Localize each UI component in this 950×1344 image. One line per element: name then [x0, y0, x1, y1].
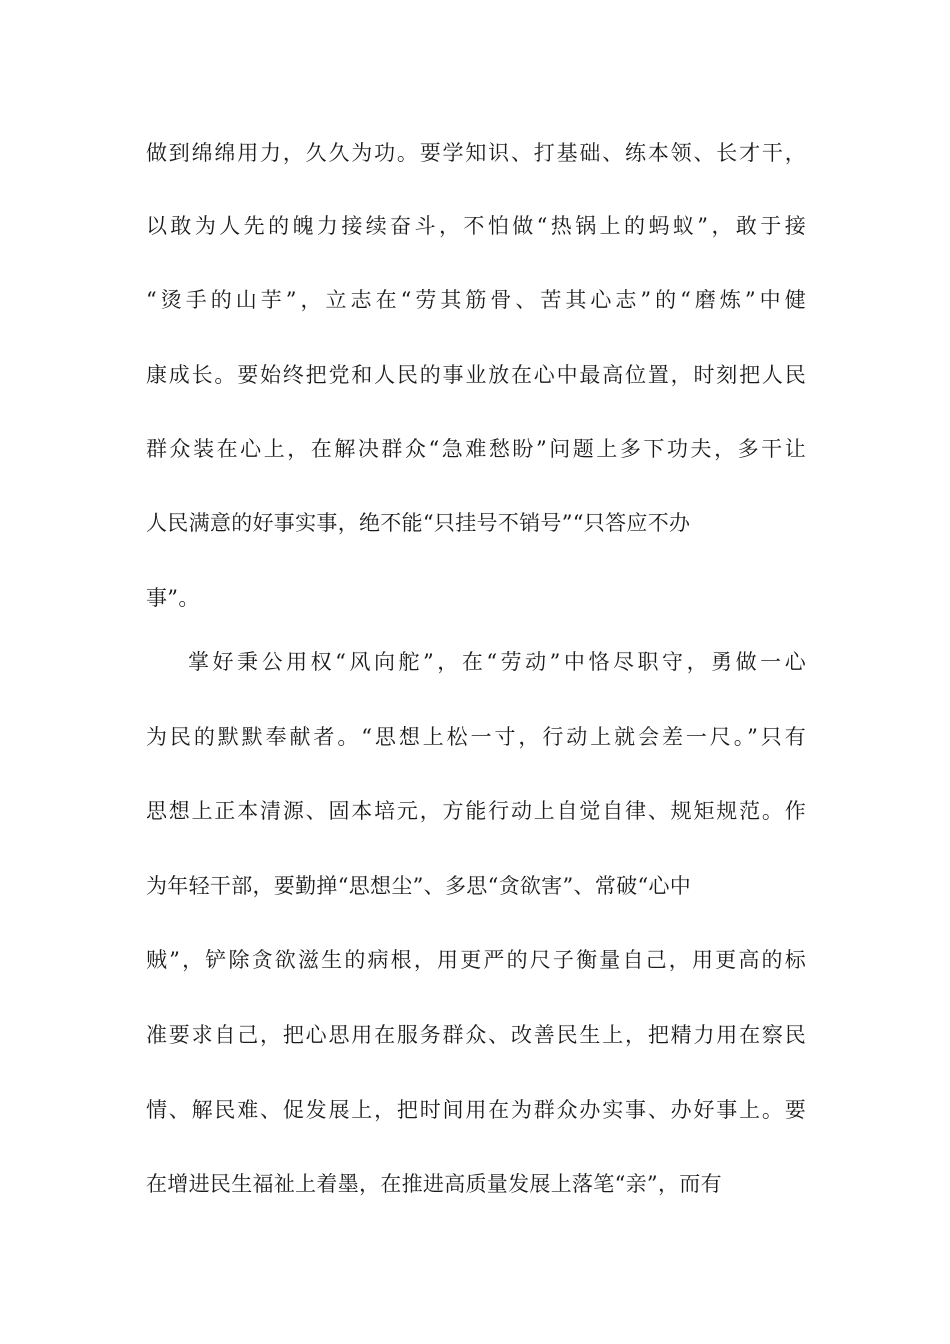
text-line-6: 人民满意的好事实事，绝不能“只挂号不销号”“只答应不办 [146, 511, 691, 535]
text-line-12: 贼”，铲除贪欲滋生的病根，用更严的尺子衡量自己，用更高的标 [146, 948, 806, 972]
paragraph-2-first-line: 掌好秉公用权“风向舵”，在“劳动”中恪尽职守，勇做一心 [188, 650, 806, 674]
text-line-1: 做到绵绵用力，久久为功。要学知识、打基础、练本领、长才干， [146, 141, 806, 165]
text-line-10: 思想上正本清源、固本培元，方能行动上自觉自律、规矩规范。作 [146, 799, 806, 823]
text-line-2: 以敢为人先的魄力接续奋斗，不怕做“热锅上的蚂蚁”，敢于接 [146, 214, 806, 238]
text-line-4: 康成长。要始终把党和人民的事业放在心中最高位置，时刻把人民 [146, 363, 806, 387]
text-line-13: 准要求自己，把心思用在服务群众、改善民生上，把精力用在察民 [146, 1023, 806, 1047]
text-line-11: 为年轻干部，要勤掸“思想尘”、多思“贪欲害”、常破“心中 [146, 874, 692, 898]
text-line-3: “烫手的山芋”，立志在“劳其筋骨、苦其心志”的“磨炼”中健 [146, 288, 806, 312]
text-line-15: 在增进民生福祉上着墨，在推进高质量发展上落笔“亲”，而有 [146, 1172, 722, 1196]
text-line-14: 情、解民难、促发展上，把时间用在为群众办实事、办好事上。要 [146, 1098, 806, 1122]
text-line-5: 群众装在心上，在解决群众“急难愁盼”问题上多下功夫，多干让 [146, 437, 806, 461]
text-line-9: 为民的默默奉献者。“思想上松一寸，行动上就会差一尺。”只有 [146, 725, 806, 749]
text-line-7: 事”。 [146, 586, 200, 610]
